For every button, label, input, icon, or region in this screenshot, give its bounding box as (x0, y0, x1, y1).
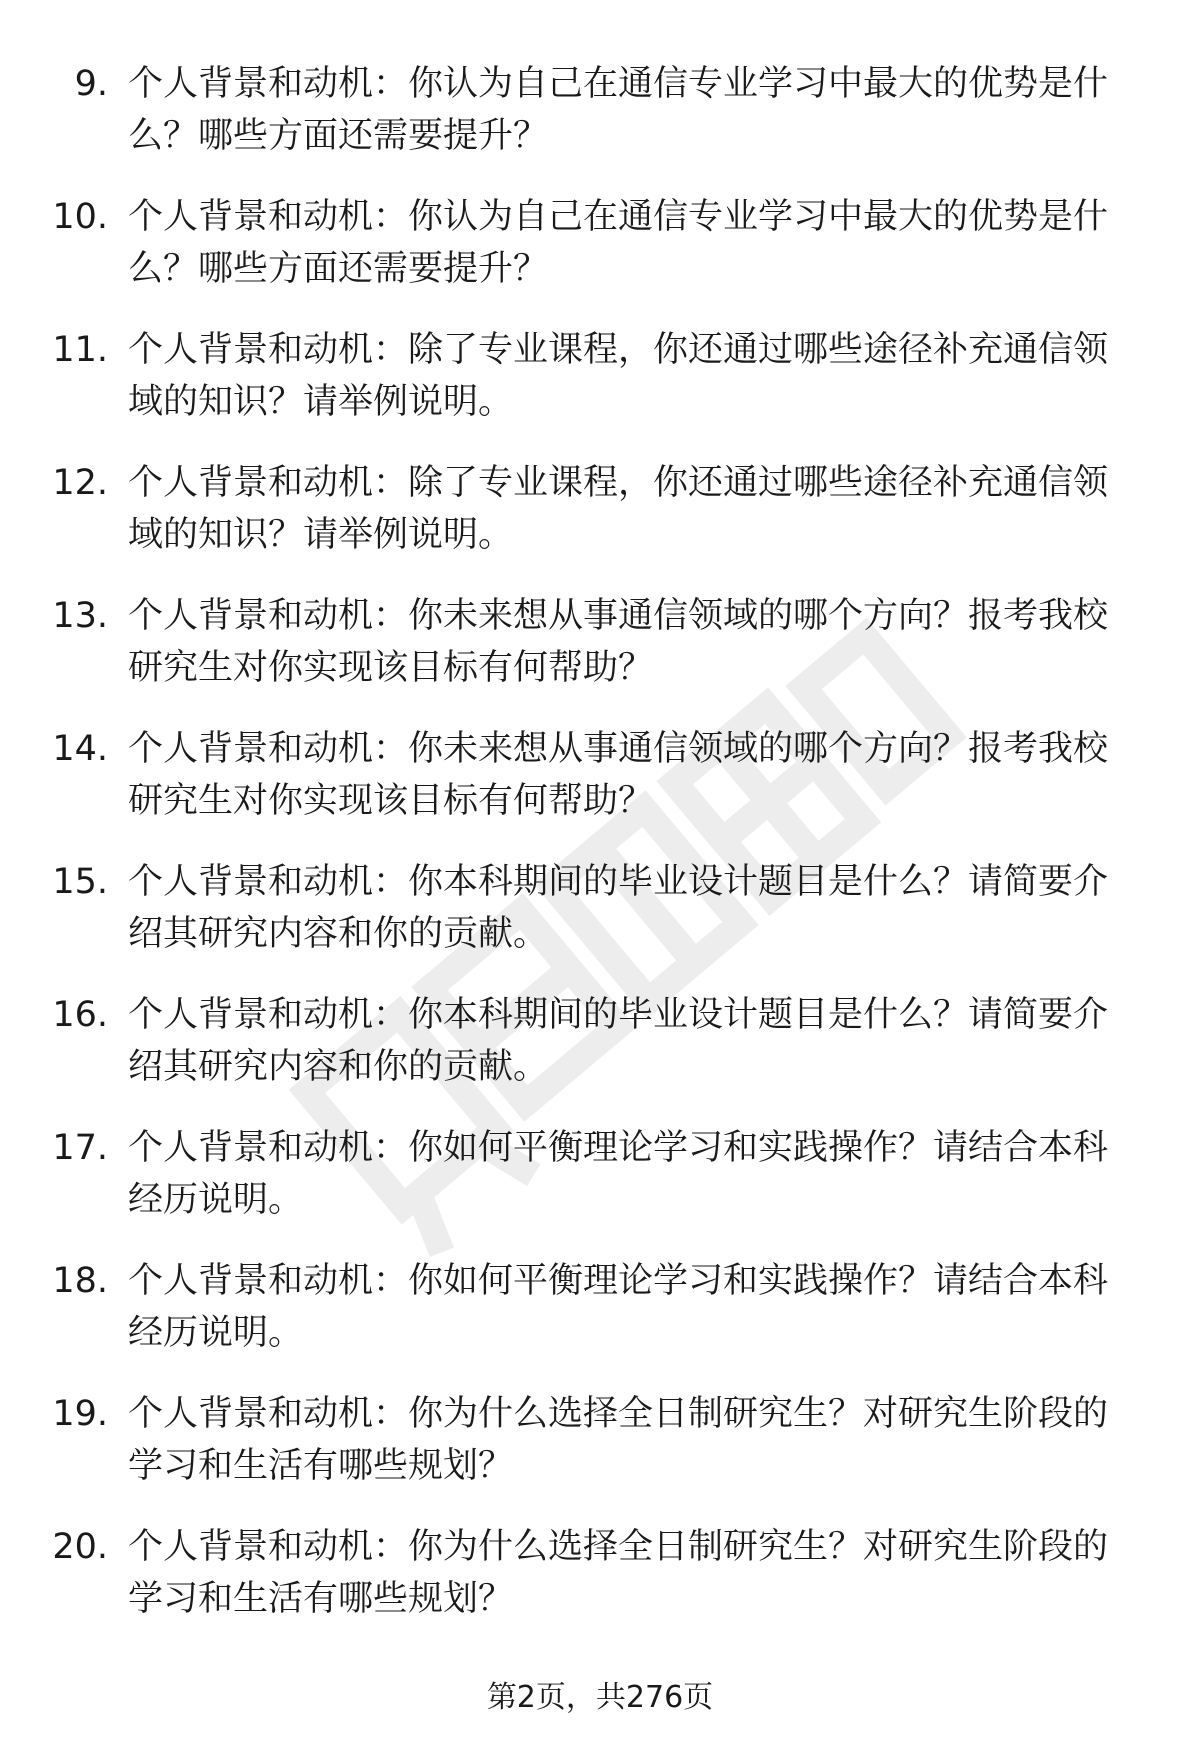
question-number: 17. (52, 1128, 108, 1168)
question-text: 个人背景和动机：你为什么选择全日制研究生？对研究生阶段的学习和生活有哪些规划？ (128, 1394, 1109, 1486)
question-text: 个人背景和动机：你为什么选择全日制研究生？对研究生阶段的学习和生活有哪些规划？ (128, 1527, 1109, 1619)
question-text: 个人背景和动机：你未来想从事通信领域的哪个方向？报考我校研究生对你实现该目标有何帮助？ (128, 596, 1109, 688)
question-text: 个人背景和动机：除了专业课程，你还通过哪些途径补充通信领域的知识？请举例说明。 (128, 463, 1109, 555)
question-number: 20. (52, 1527, 108, 1567)
question-item (0, 457, 1200, 590)
question-list (0, 58, 1200, 1654)
question-number: 11. (52, 330, 108, 370)
question-number: 9. (74, 64, 108, 104)
question-number: 12. (52, 463, 108, 503)
question-item (0, 856, 1200, 989)
question-item (0, 1521, 1200, 1654)
question-number: 10. (52, 197, 108, 237)
question-number: 19. (52, 1394, 108, 1434)
question-item (0, 58, 1200, 191)
question-item (0, 1388, 1200, 1521)
question-item (0, 723, 1200, 856)
page-number: 第2页，共276页 (486, 1680, 714, 1715)
question-number: 15. (52, 862, 108, 902)
question-text: 个人背景和动机：除了专业课程，你还通过哪些途径补充通信领域的知识？请举例说明。 (128, 330, 1109, 422)
question-text: 个人背景和动机：你本科期间的毕业设计题目是什么？请简要介绍其研究内容和你的贡献。 (128, 862, 1109, 954)
question-item (0, 191, 1200, 324)
question-text: 个人背景和动机：你如何平衡理论学习和实践操作？请结合本科经历说明。 (128, 1128, 1109, 1220)
question-text: 个人背景和动机：你如何平衡理论学习和实践操作？请结合本科经历说明。 (128, 1261, 1109, 1353)
question-number: 18. (52, 1261, 108, 1301)
question-text: 个人背景和动机：你认为自己在通信专业学习中最大的优势是什么？哪些方面还需要提升？ (128, 197, 1109, 289)
question-text: 个人背景和动机：你认为自己在通信专业学习中最大的优势是什么？哪些方面还需要提升？ (128, 64, 1109, 156)
question-item (0, 1255, 1200, 1388)
question-text: 个人背景和动机：你本科期间的毕业设计题目是什么？请简要介绍其研究内容和你的贡献。 (128, 995, 1109, 1087)
question-number: 16. (52, 995, 108, 1035)
question-number: 13. (52, 596, 108, 636)
question-item (0, 989, 1200, 1122)
question-item (0, 1122, 1200, 1255)
question-number: 14. (52, 729, 108, 769)
question-item (0, 324, 1200, 457)
question-text: 个人背景和动机：你未来想从事通信领域的哪个方向？报考我校研究生对你实现该目标有何帮助？ (128, 729, 1109, 821)
question-item (0, 590, 1200, 723)
